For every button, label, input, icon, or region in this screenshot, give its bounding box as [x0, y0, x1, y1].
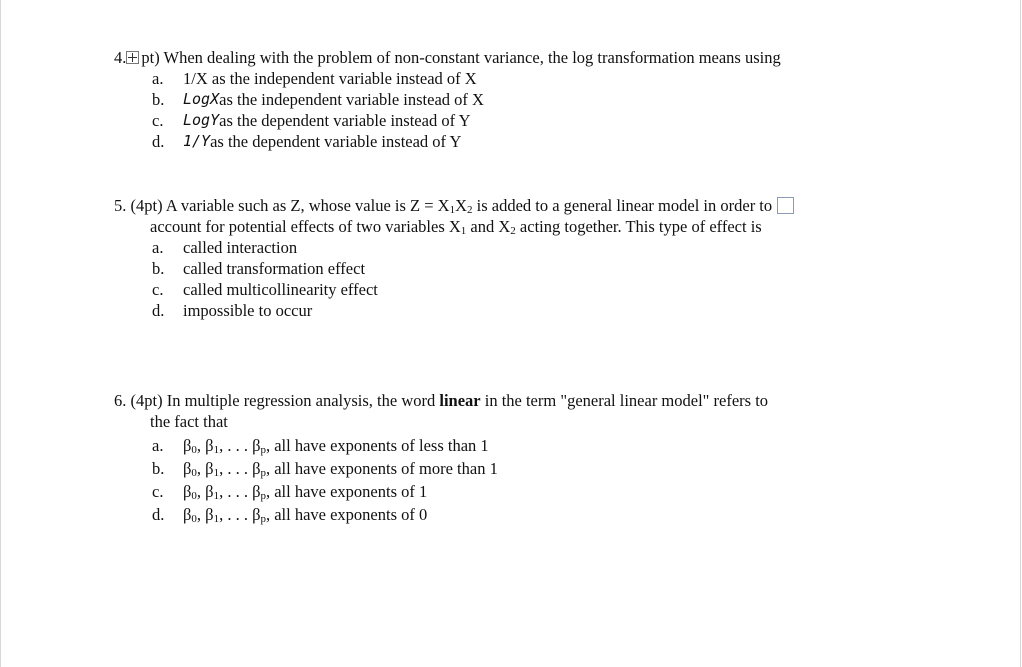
question-6-stem-line1: 6. (4pt) In multiple regression analysis, the word linear in the term "general linear model" refers to: [114, 391, 769, 410]
emphasis-linear: linear: [439, 391, 481, 410]
question-5-stem-line2: account for potential effects of two variables $X_1$ and $X_2$ acting together. This type of effect is: [150, 217, 762, 237]
question-5-options: [152, 237, 794, 321]
question-4-option-b[interactable]: b. LogX as the independent variable instead of X: [152, 90, 484, 109]
page-border-right: [1020, 0, 1021, 667]
question-5-option-d[interactable]: d. impossible to occur: [152, 301, 313, 320]
question-5-stem-line1: 5. (4pt) A variable such as Z, whose value is $Z = X_1X_2$ is added to a general linear model in order to: [114, 195, 794, 216]
question-6-options: [152, 434, 768, 526]
question-6-stem-line2: the fact that: [150, 412, 228, 431]
question-6-option-d[interactable]: d. $\beta_0$, $\beta_1$, . . . $\beta_p$, all have exponents of 0: [152, 505, 428, 525]
question-5-option-c[interactable]: c. called multicollinearity effect: [152, 280, 378, 299]
question-4-option-d[interactable]: d. 1/Y as the dependent variable instead of Y: [152, 132, 462, 151]
question-4-stem: [114, 47, 781, 68]
question-4-number: 4.: [114, 48, 127, 67]
question-5-option-a[interactable]: a. called interaction: [152, 238, 298, 257]
question-5-option-b[interactable]: b. called transformation effect: [152, 259, 366, 278]
question-6: [114, 390, 768, 526]
table-move-handle-icon[interactable]: [126, 51, 139, 64]
question-6-option-c[interactable]: c. $\beta_0$, $\beta_1$, . . . $\beta_p$, all have exponents of 1: [152, 482, 428, 502]
answer-checkbox[interactable]: [777, 197, 794, 214]
question-6-option-a[interactable]: a. $\beta_0$, $\beta_1$, . . . $\beta_p$, all have exponents of less than 1: [152, 436, 489, 456]
page-border-left: [0, 0, 1, 667]
question-6-option-b[interactable]: b. $\beta_0$, $\beta_1$, . . . $\beta_p$, all have exponents of more than 1: [152, 459, 498, 479]
question-6-number: 6.: [114, 391, 127, 410]
question-4-option-a[interactable]: a. 1/X as the independent variable instead of X: [152, 69, 477, 88]
question-4-options: [152, 68, 781, 152]
question-4: [114, 47, 781, 152]
question-5: [114, 195, 794, 321]
question-4-option-c[interactable]: c. LogY as the dependent variable instead of Y: [152, 111, 471, 130]
question-5-number: 5.: [114, 196, 127, 215]
question-4-text: pt) When dealing with the problem of non-constant variance, the log transformation means using: [141, 48, 781, 67]
